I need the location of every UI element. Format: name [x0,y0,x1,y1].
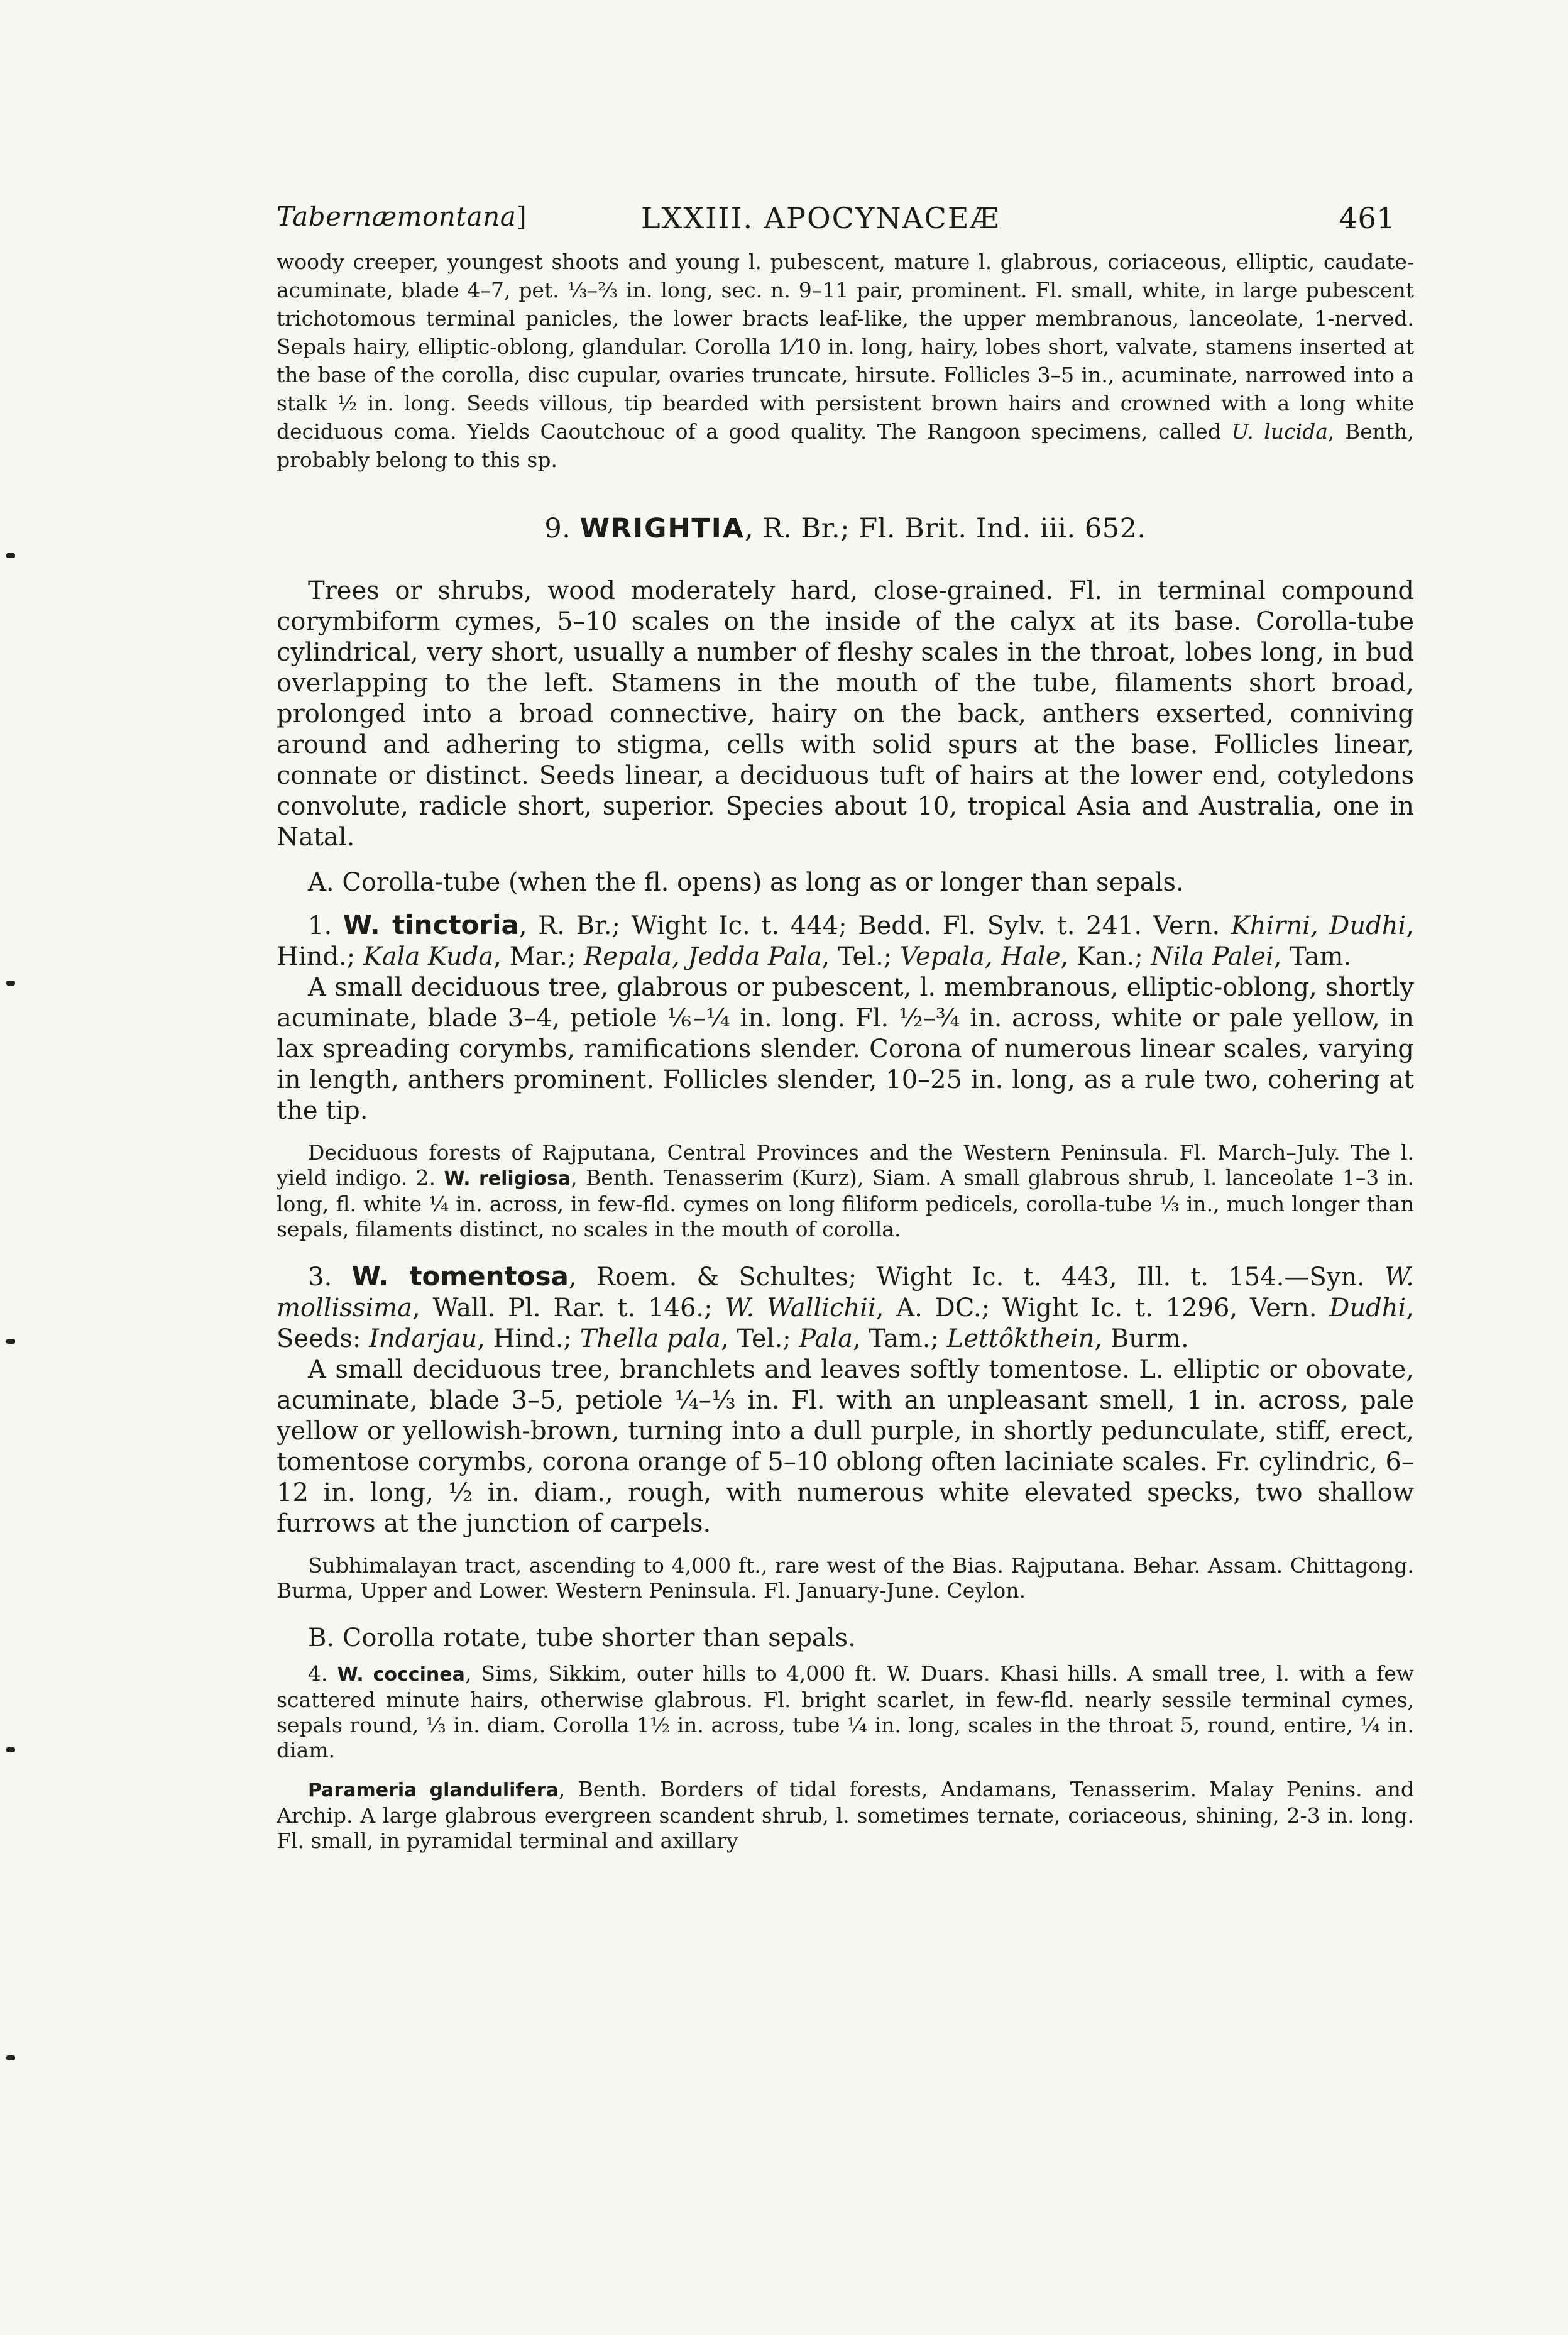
header-family: LXXIII. APOCYNACEÆ [641,201,1001,235]
parameria-name: Parameria glandulifera [308,1779,559,1801]
binding-mark [6,553,15,558]
page-edge-binding [6,0,15,2335]
binding-mark [6,1747,15,1752]
header-genus: Tabernæmontana] [277,201,527,232]
species-1-heading: 1. W. tinctoria, R. Br.; Wight Ic. t. 444; Bedd. Fl. Sylv. t. 241. Vern. Khirni, Dudhi, Hind.; Kala Kuda, Mar.; Repala, Jedda Pala, Tel.; Vepala, Hale, Kan.; Nila Palei, Tam. [277,909,1415,971]
species-4-name: W. coccinea [337,1664,465,1686]
species-3-heading: 3. W. tomentosa, Roem. & Schultes; Wight Ic. t. 443, Ill. t. 154.—Syn. W. mollissima, Wall. Pl. Rar. t. 146.; W. Wallichii, A. DC.; Wight Ic. t. 1296, Vern. Dudhi, Seeds: Indarjau, Hind.; Thella pala, Tel.; Pala, Tam.; Lettôkthein, Burm. [277,1261,1415,1353]
genus-name: WRIGHTIA [579,513,745,544]
species-3-note: Subhimalayan tract, ascending to 4,000 ft., rare west of the Bias. Rajputana. Behar. Assam. Chittagong. Burma, Upper and Lower. Western Peninsula. Fl. January-June. Ceylon. [277,1553,1414,1603]
species-2-name: W. religiosa [444,1168,571,1190]
key-b: B. Corolla rotate, tube shorter than sepals. [308,1624,856,1652]
binding-mark [6,1339,15,1344]
running-header [277,189,1414,239]
binding-mark [6,2055,15,2060]
species-4-entry: 4. W. coccinea, Sims, Sikkim, outer hills to 4,000 ft. W. Duars. Khasi hills. A small tree, l. with a few scattered minute hairs, otherwise glabrous. Fl. bright scarlet, in few-fld. nearly sessile terminal cymes, sepals round, ⅓ in. diam. Corolla 1½ in. across, tube ¼ in. long, scales in the throat 5, round, entire, ¼ in. diam. [277,1661,1414,1762]
page-number: 461 [1339,201,1395,235]
page [277,189,1414,1854]
key-a: A. Corolla-tube (when the fl. opens) as long as or longer than sepals. [308,868,1184,897]
parameria-entry: Parameria glandulifera, Benth. Borders of tidal forests, Andamans, Tenasserim. Malay Penins. and Archip. A large glabrous evergreen scandent shrub, l. sometimes ternate, coriaceous, shining, 2-3 in. long. Fl. small, in pyramidal terminal and axillary [277,1777,1414,1853]
genus-heading: 9. WRIGHTIA, R. Br.; Fl. Brit. Ind. iii. 652. [544,513,1146,544]
species-1-description: A small deciduous tree, glabrous or pubescent, l. membranous, elliptic-oblong, shortly acuminate, blade 3–4, petiole ⅙–¼ in. long. Fl. ½–¾ in. across, white or pale yellow, in lax spreading corymbs, ramifications slender. Corona of numerous linear scales, varying in length, anthers prominent. Follicles slender, 10–25 in. long, as a rule two, cohering at the tip. [277,973,1414,1125]
species-1-name: W. tinctoria [343,909,519,940]
intro-paragraph: woody creeper, youngest shoots and young l. pubescent, mature l. glabrous, coriaceous, elliptic, caudate-acuminate, blade 4–7, pet. ⅓–⅔ in. long, sec. n. 9–11 pair, prominent. Fl. small, white, in large pubescent trichotomous terminal panicles, the lower bracts leaf-like, the upper membranous, lanceolate, 1-nerved. Sepals hairy, elliptic-oblong, glandular. Corolla 1⁄10 in. long, hairy, lobes short, valvate, stamens inserted at the base of the corolla, disc cupular, ovaries truncate, hirsute. Follicles 3–5 in., acuminate, narrowed into a stalk ½ in. long. Seeds villous, tip bearded with persistent brown hairs and crowned with a long white deciduous coma. Yields Caoutchouc of a good quality. The Rangoon specimens, called U. lucida, Benth, probably belong to this sp. [277,250,1414,472]
species-1-note: Deciduous forests of Rajputana, Central Provinces and the Western Peninsula. Fl. March–July. The l. yield indigo. 2. W. religiosa, Benth. Tenasserim (Kurz), Siam. A small glabrous shrub, l. lanceolate 1–3 in. long, fl. white ¼ in. across, in few-fld. cymes on long filiform pedicels, corolla-tube ⅓ in., much longer than sepals, filaments distinct, no scales in the mouth of corolla. [277,1140,1414,1241]
binding-mark [6,981,15,986]
genus-description: Trees or shrubs, wood moderately hard, close-grained. Fl. in terminal compound corymbiform cymes, 5–10 scales on the inside of the calyx at its base. Corolla-tube cylindrical, very short, usually a number of fleshy scales in the throat, lobes long, in bud overlapping to the left. Stamens in the mouth of the tube, filaments short broad, prolonged into a broad connective, hairy on the back, anthers exserted, conniving around and adhering to stigma, cells with solid spurs at the base. Follicles linear, connate or distinct. Seeds linear, a deciduous tuft of hairs at the lower end, cotyledons convolute, radicle short, superior. Species about 10, tropical Asia and Australia, one in Natal. [277,576,1414,852]
species-3-description: A small deciduous tree, branchlets and leaves softly tomentose. L. elliptic or obovate, acuminate, blade 3–5, petiole ¼–⅓ in. Fl. with an unpleasant smell, 1 in. across, pale yellow or yellowish-brown, turning into a dull purple, in shortly pedunculate, stiff, erect, tomentose corymbs, corona orange of 5–10 oblong often laciniate scales. Fr. cylindric, 6–12 in. long, ½ in. diam., rough, with numerous white elevated specks, two shallow furrows at the junction of carpels. [277,1355,1414,1538]
species-3-name: W. tomentosa [351,1261,569,1292]
